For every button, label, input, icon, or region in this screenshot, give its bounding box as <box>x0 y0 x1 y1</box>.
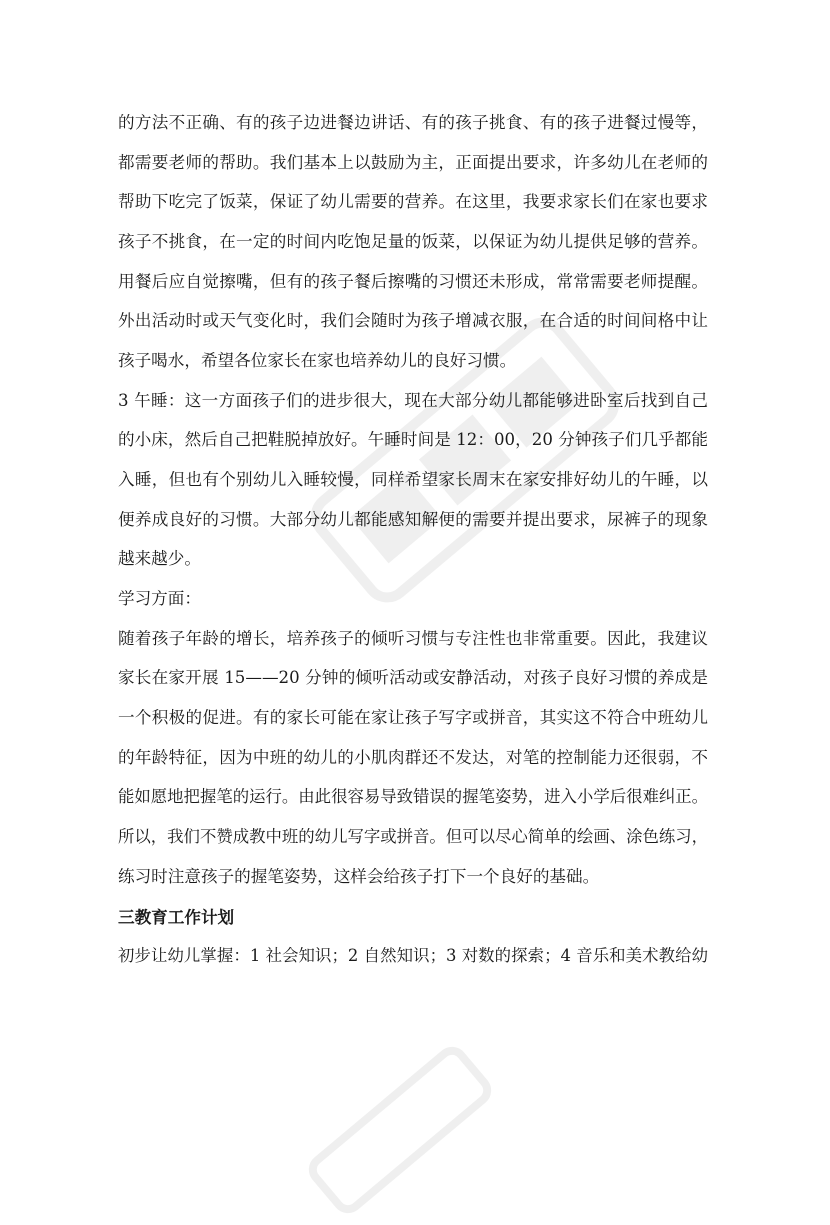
body-line: 随着孩子年龄的增长，培养孩子的倾听习惯与专注性也非常重要。因此，我建议 <box>118 629 708 648</box>
section-heading-education-plan: 三教育工作计划 <box>118 907 235 927</box>
section-label-learning: 学习方面： <box>118 589 201 608</box>
body-line: 便养成良好的习惯。大部分幼儿都能感知解便的需要并提出要求，尿裤子的现象 <box>118 510 708 529</box>
body-line: 一个积极的促进。有的家长可能在家让孩子写字或拼音，其实这不符合中班幼儿 <box>118 708 708 727</box>
body-line: 越来越少。 <box>118 549 201 568</box>
body-line: 初步让幼儿掌握：1 社会知识；2 自然知识；3 对数的探索；4 音乐和美术教给幼 <box>118 946 708 965</box>
body-line: 用餐后应自觉擦嘴，但有的孩子餐后擦嘴的习惯还未形成，常常需要老师提醒。 <box>118 272 708 291</box>
body-line: 的小床，然后自己把鞋脱掉放好。午睡时间是 12：00，20 分钟孩子们几乎都能 <box>118 430 708 449</box>
body-line: 孩子不挑食，在一定的时间内吃饱足量的饭菜，以保证为幼儿提供足够的营养。 <box>118 232 708 251</box>
body-line: 3 午睡：这一方面孩子们的进步很大，现在大部分幼儿都能够进卧室后找到自己 <box>118 391 708 410</box>
body-line: 孩子喝水，希望各位家长在家也培养幼儿的良好习惯。 <box>118 351 517 370</box>
body-line: 所以，我们不赞成教中班的幼儿写字或拼音。但可以尽心简单的绘画、涂色练习， <box>118 827 709 846</box>
body-line: 都需要老师的帮助。我们基本上以鼓励为主，正面提出要求，许多幼儿在老师的 <box>118 153 708 172</box>
body-line: 练习时注意孩子的握笔姿势，这样会给孩子打下一个良好的基础。 <box>118 867 600 886</box>
body-line: 能如愿地把握笔的运行。由此很容易导致错误的握笔姿势，进入小学后很难纠正。 <box>118 787 709 806</box>
body-line: 的年龄特征，因为中班的幼儿的小肌肉群还不发达，对笔的控制能力还很弱，不 <box>118 748 708 767</box>
body-line: 家长在家开展 15——20 分钟的倾听活动或安静活动，对孩子良好习惯的养成是 <box>118 668 708 687</box>
body-line: 外出活动时或天气变化时，我们会随时为孩子增减衣服，在合适的时间间格中让 <box>118 311 708 330</box>
watermark-logo-bottom <box>298 1035 503 1225</box>
body-line: 的方法不正确、有的孩子边进餐边讲话、有的孩子挑食、有的孩子进餐过慢等， <box>118 113 708 132</box>
body-line: 帮助下吃完了饭菜，保证了幼儿需要的营养。在这里，我要求家长们在家也要求 <box>118 192 708 211</box>
body-line: 入睡，但也有个别幼儿入睡较慢，同样希望家长周末在家安排好幼儿的午睡，以 <box>118 470 708 489</box>
